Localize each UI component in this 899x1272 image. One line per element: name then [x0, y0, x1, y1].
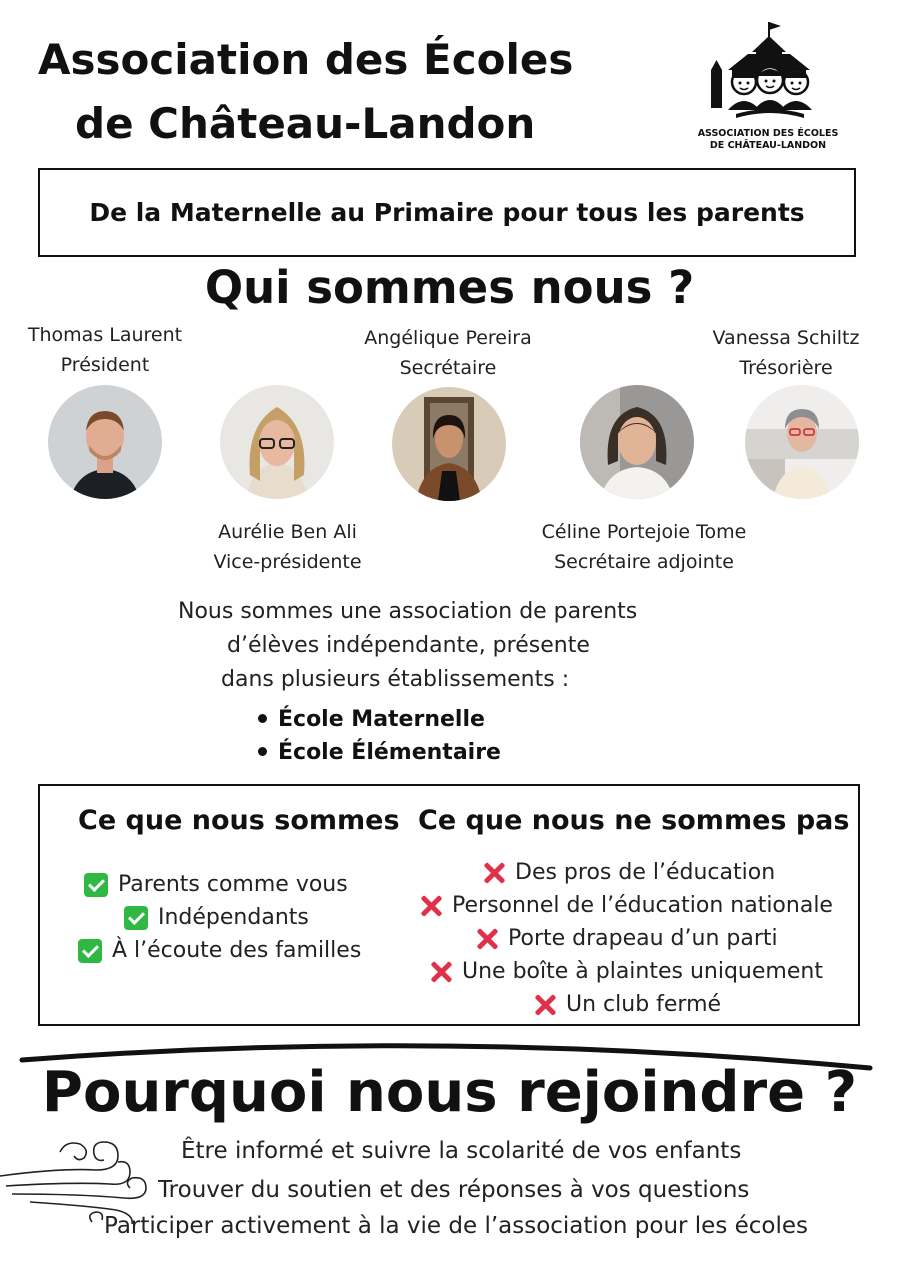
member-label-secretary — [338, 323, 558, 383]
logo-caption-line-1: ASSOCIATION DES ÉCOLES — [697, 128, 839, 139]
member-label-treasurer — [686, 323, 886, 383]
are-not-item-text: Porte drapeau d’un parti — [508, 926, 778, 951]
are-not-item-text: Personnel de l’éducation nationale — [452, 893, 833, 918]
cross-icon — [474, 926, 500, 952]
association-logo — [688, 18, 848, 158]
are-item — [84, 868, 348, 901]
are-item-text: Indépendants — [158, 905, 309, 930]
intro-line-3: dans plusieurs établissements : — [221, 667, 570, 692]
are-not-item — [532, 988, 721, 1021]
are-not-item-text: Un club fermé — [566, 992, 722, 1017]
check-icon — [84, 873, 108, 897]
logo-caption — [688, 128, 848, 152]
member-label-vice-president — [180, 517, 395, 577]
cross-icon — [532, 992, 558, 1018]
member-role: Secrétaire — [399, 357, 497, 379]
tagline: De la Maternelle au Primaire pour tous les parents — [89, 198, 805, 227]
bullet-dot — [258, 747, 267, 756]
reason-item: Trouver du soutien et des réponses à vos questions — [158, 1177, 750, 1203]
cross-icon — [428, 959, 454, 985]
check-icon — [78, 939, 102, 963]
member-role: Secrétaire adjointe — [554, 551, 734, 573]
are-not-item-text: Des pros de l’éducation — [515, 860, 776, 885]
member-name: Vanessa Schiltz — [712, 327, 860, 349]
avatar-secretary — [392, 387, 506, 501]
member-label-deputy-secretary — [520, 517, 768, 577]
member-name: Thomas Laurent — [27, 324, 183, 346]
are-item-text: Parents comme vous — [118, 872, 348, 897]
member-role: Trésorière — [739, 357, 833, 379]
avatar-president — [48, 385, 162, 499]
member-name: Céline Portejoie Tome — [541, 521, 747, 543]
cross-icon — [418, 893, 444, 919]
are-column-title: Ce que nous sommes — [78, 805, 400, 836]
avatar-treasurer — [745, 385, 859, 499]
school-children-icon — [688, 18, 848, 130]
check-icon — [124, 906, 148, 930]
member-name: Aurélie Ben Ali — [218, 521, 357, 543]
cross-icon — [481, 860, 507, 886]
title-line-1: Association des Écoles — [38, 35, 574, 84]
are-item — [124, 901, 309, 934]
who-title: Qui sommes nous ? — [204, 261, 695, 314]
logo-caption-line-2: DE CHÂTEAU-LANDON — [709, 140, 827, 151]
title-line-2: de Château-Landon — [75, 99, 536, 148]
are-not-item — [474, 922, 778, 955]
intro-line-2: d’élèves indépendante, présente — [227, 633, 590, 658]
join-title: Pourquoi nous rejoindre ? — [41, 1060, 858, 1125]
tagline-box — [38, 168, 856, 257]
member-label-president — [5, 320, 205, 380]
are-not-item — [418, 889, 833, 922]
intro-line-1: Nous sommes une association de parents — [178, 599, 638, 624]
reason-item: Être informé et suivre la scolarité de vos enfants — [181, 1138, 742, 1164]
are-not-item — [428, 955, 823, 988]
member-role: Président — [60, 354, 150, 376]
are-not-item — [481, 856, 775, 889]
are-not-column-title: Ce que nous ne sommes pas — [418, 805, 850, 836]
member-role: Vice-présidente — [213, 551, 362, 573]
member-name: Angélique Pereira — [364, 327, 532, 349]
school-list-item — [258, 736, 501, 770]
avatar-vice-president — [220, 385, 334, 499]
avatar-deputy-secretary — [580, 385, 694, 499]
comparison-box — [38, 784, 860, 1026]
school-name: École Élémentaire — [278, 740, 501, 765]
are-not-item-text: Une boîte à plaintes uniquement — [462, 959, 823, 984]
school-list-item — [258, 703, 485, 737]
are-item-text: À l’écoute des familles — [112, 938, 362, 963]
reason-item: Participer activement à la vie de l’association pour les écoles — [104, 1213, 809, 1239]
bullet-dot — [258, 714, 267, 723]
school-name: École Maternelle — [278, 707, 485, 732]
are-item — [78, 934, 361, 967]
